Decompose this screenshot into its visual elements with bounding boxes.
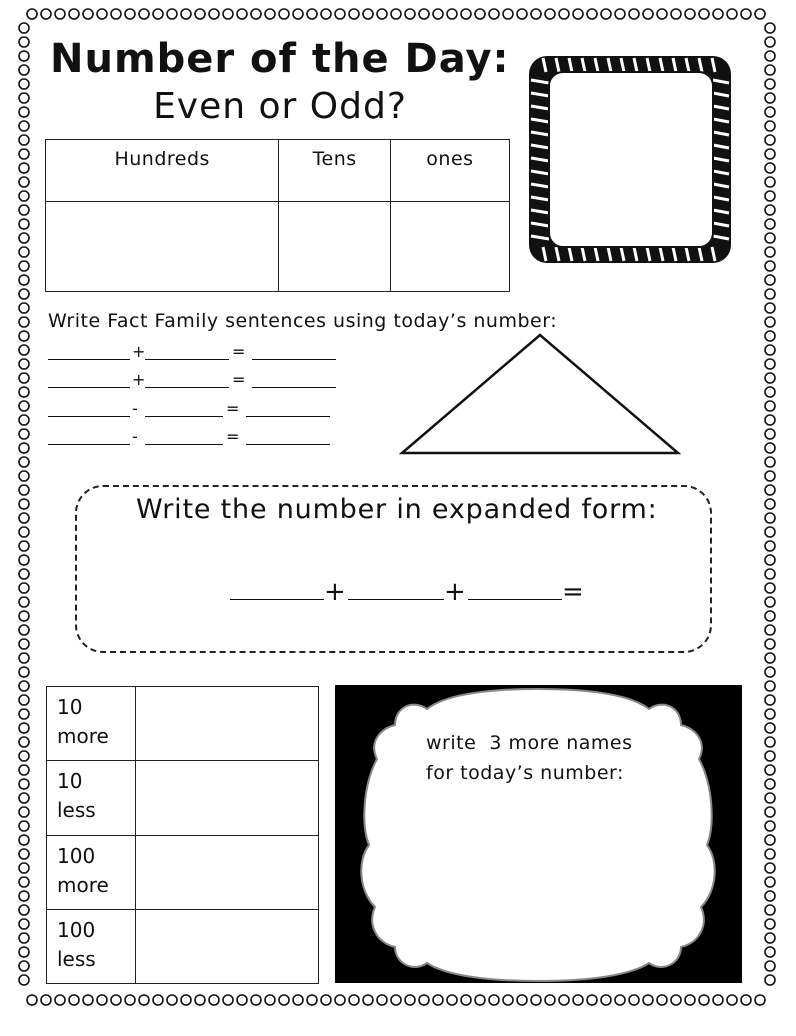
hundreds-cell[interactable] bbox=[46, 202, 279, 292]
header-hundreds: Hundreds bbox=[46, 140, 279, 202]
ones-cell[interactable] bbox=[390, 202, 509, 292]
page-title: Number of the Day: bbox=[50, 36, 510, 82]
expanded-form-prompt: Write the number in expanded form: bbox=[136, 494, 658, 525]
fact-blank[interactable] bbox=[252, 371, 336, 388]
fact-equals: = bbox=[232, 342, 246, 361]
expanded-blank[interactable] bbox=[468, 585, 562, 600]
fact-operator: - bbox=[132, 427, 138, 446]
fact-blank[interactable] bbox=[246, 428, 330, 445]
more-names-line1: write 3 more names bbox=[426, 732, 633, 754]
fact-family-prompt: Write Fact Family sentences using today’s number: bbox=[48, 310, 558, 332]
answer-cell-100-less[interactable] bbox=[136, 909, 319, 983]
row-label-line2: less bbox=[57, 798, 96, 823]
expanded-form-line bbox=[230, 577, 590, 607]
fact-operator: + bbox=[132, 370, 146, 389]
answer-cell-100-more[interactable] bbox=[136, 835, 319, 909]
equals-sign: = bbox=[562, 577, 584, 607]
row-label-line1: 10 bbox=[57, 769, 83, 794]
fact-blank[interactable] bbox=[252, 343, 336, 360]
fact-equals: = bbox=[226, 427, 240, 446]
expanded-blank[interactable] bbox=[230, 585, 324, 600]
row-label-line1: 100 bbox=[57, 843, 96, 868]
tens-cell[interactable] bbox=[279, 202, 390, 292]
expanded-blank[interactable] bbox=[348, 585, 444, 600]
fact-blank[interactable] bbox=[145, 428, 223, 445]
fact-equals: = bbox=[226, 399, 240, 418]
more-less-table bbox=[46, 686, 319, 984]
fact-family-triangle[interactable] bbox=[398, 332, 682, 458]
plus-sign: + bbox=[444, 577, 466, 607]
fact-operator: - bbox=[132, 399, 138, 418]
fact-blank[interactable] bbox=[145, 343, 229, 360]
more-names-line2: for today’s number: bbox=[426, 762, 624, 784]
fact-blank[interactable] bbox=[145, 400, 223, 417]
answer-cell-10-more[interactable] bbox=[136, 687, 319, 761]
fact-blank[interactable] bbox=[48, 371, 130, 388]
plus-sign: + bbox=[324, 577, 346, 607]
row-label-100-more bbox=[47, 835, 136, 909]
fact-blank[interactable] bbox=[145, 371, 229, 388]
place-value-table bbox=[45, 139, 510, 292]
answer-cell-10-less[interactable] bbox=[136, 761, 319, 835]
row-label-line2: more bbox=[57, 724, 109, 748]
row-label-line2: less bbox=[57, 946, 96, 971]
fact-blank[interactable] bbox=[48, 400, 130, 417]
fact-blank[interactable] bbox=[48, 428, 130, 445]
header-tens: Tens bbox=[279, 140, 390, 202]
row-label-100-less bbox=[47, 909, 136, 983]
row-label-line1: 100 bbox=[57, 917, 96, 942]
row-label-10-less bbox=[47, 761, 136, 835]
fact-operator: + bbox=[132, 342, 146, 361]
fact-blank[interactable] bbox=[246, 400, 330, 417]
number-frame[interactable] bbox=[525, 52, 735, 267]
more-names-prompt bbox=[426, 728, 633, 788]
row-label-line2: more bbox=[57, 872, 109, 897]
fact-blank[interactable] bbox=[48, 343, 130, 360]
fact-equals: = bbox=[232, 370, 246, 389]
row-label-10-more bbox=[47, 687, 136, 761]
row-label-line1: 10 bbox=[57, 695, 83, 719]
header-ones: ones bbox=[390, 140, 509, 202]
page-subtitle: Even or Odd? bbox=[153, 86, 407, 127]
